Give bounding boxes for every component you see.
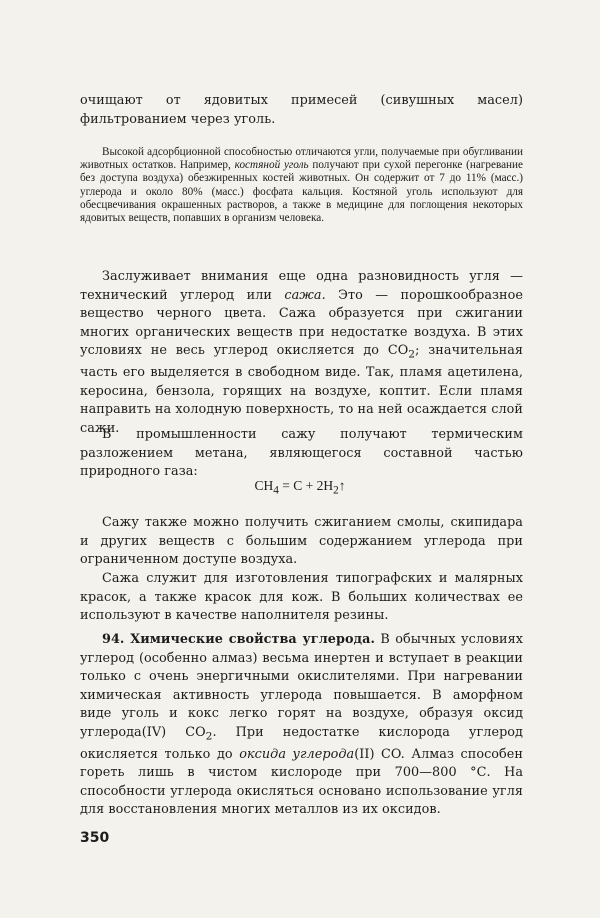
section-94-chemical-properties: 94. Химические свойства углерода. В обычных условиях углерод (особенно алмаз) весьма инертен и вступает в реакции только с очень энергичными окислителями. При нагревании химическая активность углерода повышается. В аморфном виде уголь и кокс легко горят на воздухе, образуя оксид углерода(IV) $CO_2$. При недостатке кислорода углерод окисляется только до оксида углерода(II) CO. Алмаз способен гореть лишь в чистом кислороде при 700—800 °С. На способности углерода окисляться основано использование угля для восстановления многих металлов из их оксидов. bbox=[80, 632, 523, 818]
note-bone-charcoal: Высокой адсорбционной способностью отличаются угли, получаемые при обугливании животных остатков. Например, костяной уголь получают при сухой перегонке (нагревание без доступа воздуха) обезжиренных костей животных. Он содержит от 7 до 11% (масс.) углерода и около 80% (масс.) фосфата кальция. Костяной уголь используют для обесцвечивания окрашенных растворов, а также в медицине для поглощения некоторых ядовитых веществ, попавших в организм человека. bbox=[80, 146, 523, 225]
gas-release-arrow: ↑ bbox=[338, 478, 346, 493]
term-soot: сажа. bbox=[284, 287, 326, 303]
paragraph-soot: Заслуживает внимания еще одна разновидность угля — технический углерод или сажа. Это — порошкообразное вещество черного цвета. Сажа образуется при сжигании многих органических веществ при недостатке воздуха. В этих условиях не весь углерод окисляется до $CO_2$; значительная часть его выделяется в свободном виде. Так, пламя ацетилена, керосина, бензола, горящих на воздухе, коптит. Если пламя направить на холодную поверхность, то на ней осаждается слой сажи. bbox=[80, 269, 523, 436]
page-number: 350 bbox=[80, 830, 110, 846]
paragraph-resin: Сажу также можно получить сжиганием смолы, скипидара и других веществ с большим содержанием углерода при ограниченном доступе воздуха. bbox=[80, 515, 523, 567]
section-heading: 94. Химические свойства углерода. bbox=[102, 632, 375, 647]
paragraph-purification: очищают от ядовитых примесей (сивушных масел) фильтрованием через уголь. bbox=[80, 93, 523, 127]
paragraph-methane: В промышленности сажу получают термическим разложением метана, являющегося составной частью природного газа: bbox=[80, 427, 523, 479]
term-bone-charcoal: костяной уголь bbox=[234, 159, 309, 172]
term-carbon-monoxide: оксида углерода bbox=[239, 746, 355, 762]
methane-decomposition-formula: $CH_4 = C$ + $2H_2↑$ bbox=[254, 478, 346, 497]
paragraph-soot-use: Сажа служит для изготовления типографских и малярных красок, а также красок для кож. В больших количествах ее используют в качестве наполнителя резины. bbox=[80, 571, 523, 623]
